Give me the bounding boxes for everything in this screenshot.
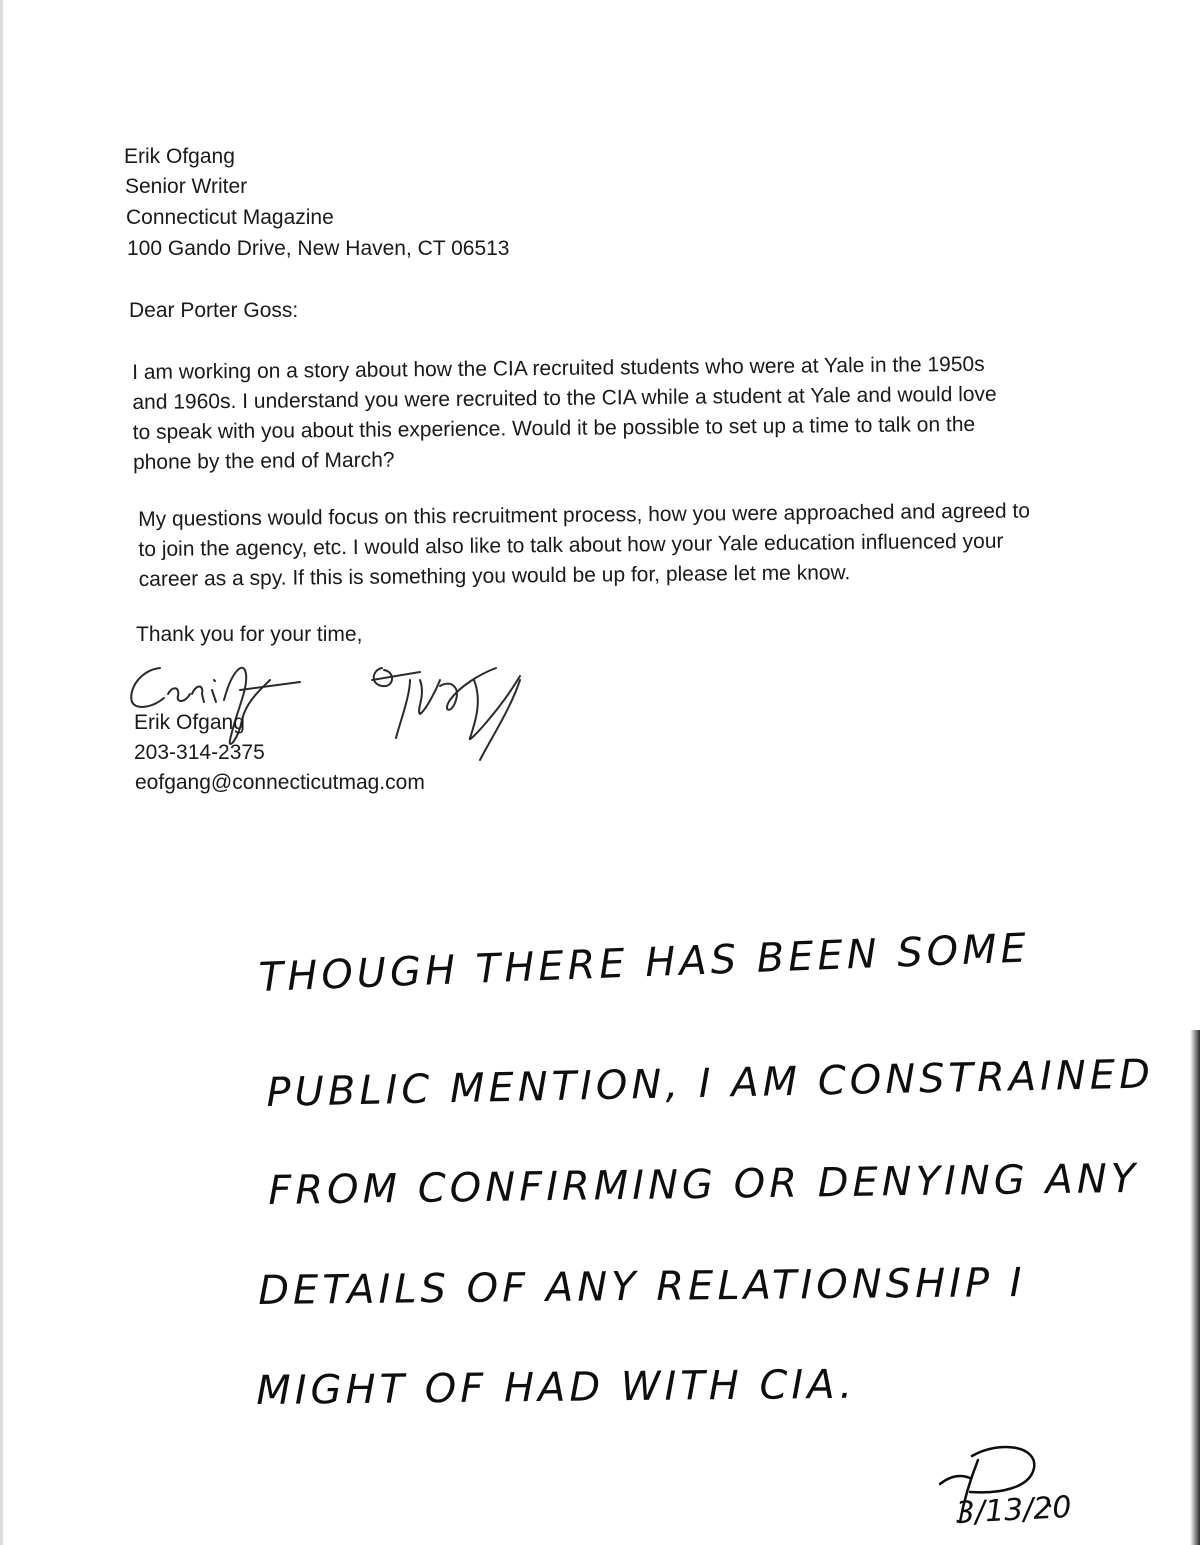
paragraph-line: and 1960s. I understand you were recruited to the CIA while a student at Yale and would love [132, 382, 997, 414]
signature-phone: 203-314-2375 [134, 741, 265, 764]
handwritten-line: DETAILS OF ANY RELATIONSHIP I [258, 1259, 1026, 1314]
handwritten-line: MIGHT OF HAD WITH CIA. [256, 1361, 857, 1414]
signature-email: eofgang@connecticutmag.com [135, 771, 425, 794]
handwritten-line: PUBLIC MENTION, I AM CONSTRAINED [266, 1051, 1155, 1116]
sender-title: Senior Writer [125, 175, 248, 198]
handwritten-line: THOUGH THERE HAS BEEN SOME [258, 925, 1031, 1001]
paragraph-line: career as a spy. If this is something you would be up for, please let me know. [138, 561, 851, 591]
handwritten-line: FROM CONFIRMING OR DENYING ANY [268, 1155, 1140, 1214]
paragraph-line: I am working on a story about how the CIA recruited students who were at Yale in the 1950s [132, 352, 985, 384]
sender-organization: Connecticut Magazine [126, 206, 334, 229]
paragraph-line: My questions would focus on this recruitment process, how you were approached and agreed to [138, 499, 1031, 531]
sender-name: Erik Ofgang [124, 145, 235, 168]
handwritten-date: 3/13/20 [955, 1489, 1073, 1531]
body-paragraph-2 [138, 496, 1031, 595]
paper-edge-right [1190, 1030, 1200, 1545]
paragraph-line: to speak with you about this experience. Would it be possible to set up a time to talk on the [132, 412, 976, 444]
sender-address: 100 Gando Drive, New Haven, CT 06513 [127, 237, 510, 260]
paragraph-line: to join the agency, etc. I would also like to talk about how your Yale education influenced your [138, 529, 1004, 561]
salutation: Dear Porter Goss: [129, 299, 299, 322]
paper-edge-left [0, 0, 3, 1545]
paragraph-line: phone by the end of March? [132, 448, 395, 474]
body-paragraph-1 [132, 350, 997, 478]
signature-name: Erik Ofgang [134, 711, 245, 734]
closing: Thank you for your time, [136, 623, 363, 646]
